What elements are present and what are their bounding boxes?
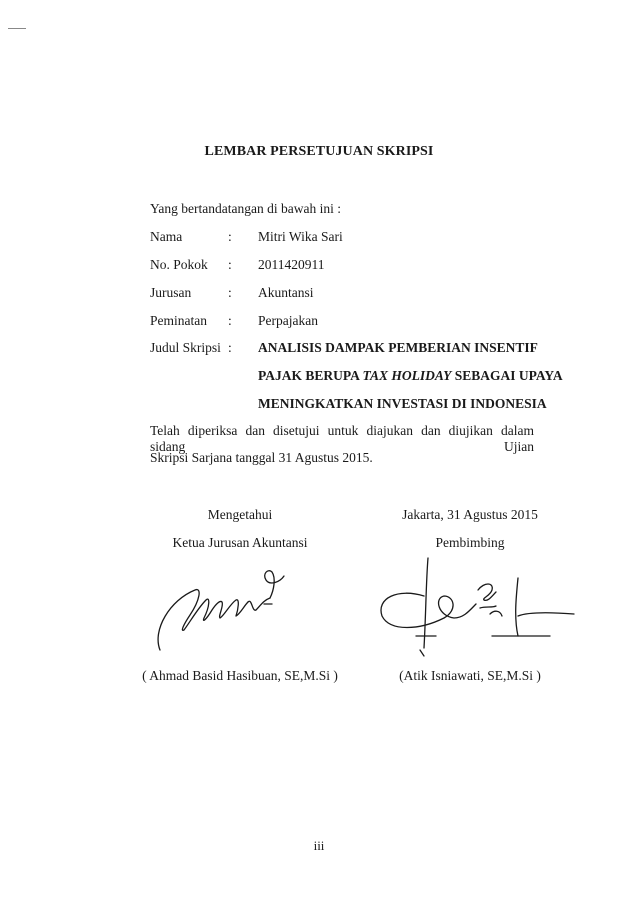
- statement-line1: Telah diperiksa dan disetujui untuk diajukan dan diujikan dalam sidang Ujian: [150, 423, 534, 454]
- thesis-title-line2: [258, 368, 563, 384]
- field-label-judul: Judul Skripsi: [150, 340, 221, 355]
- right-signature: [368, 552, 588, 662]
- field-colon: :: [228, 285, 232, 300]
- field-colon: :: [228, 313, 232, 328]
- field-label-jurusan: Jurusan: [150, 285, 192, 300]
- field-value-nama: Mitri Wika Sari: [258, 229, 343, 244]
- field-label-no-pokok: No. Pokok: [150, 257, 208, 272]
- right-signatory-name: (Atik Isniawati, SE,M.Si ): [399, 668, 541, 683]
- scan-speck: [8, 28, 26, 29]
- left-role-line2: Ketua Jurusan Akuntansi: [172, 535, 308, 550]
- field-colon: :: [228, 340, 232, 355]
- right-role-line1: Jakarta, 31 Agustus 2015: [402, 507, 538, 522]
- left-signature: [140, 560, 320, 660]
- thesis-title-line2-b: SEBAGAI UPAYA: [451, 368, 563, 383]
- page-number: iii: [313, 838, 325, 853]
- field-value-jurusan: Akuntansi: [258, 285, 314, 300]
- field-value-peminatan: Perpajakan: [258, 313, 318, 328]
- thesis-title-line2-a: PAJAK BERUPA: [258, 368, 363, 383]
- left-role-line1: Mengetahui: [207, 507, 273, 522]
- thesis-title-line1: ANALISIS DAMPAK PEMBERIAN INSENTIF: [258, 340, 538, 355]
- intro-text: Yang bertandatangan di bawah ini :: [150, 201, 341, 216]
- field-value-no-pokok: 2011420911: [258, 257, 325, 272]
- page-title: LEMBAR PERSETUJUAN SKRIPSI: [204, 144, 434, 159]
- left-signatory-name: ( Ahmad Basid Hasibuan, SE,M.Si ): [142, 668, 338, 683]
- thesis-title-line3: MENINGKATKAN INVESTASI DI INDONESIA: [258, 396, 547, 411]
- field-colon: :: [228, 257, 232, 272]
- right-role-line2: Pembimbing: [435, 535, 505, 550]
- thesis-title-italic: TAX HOLIDAY: [362, 368, 452, 383]
- field-colon: :: [228, 229, 232, 244]
- field-label-peminatan: Peminatan: [150, 313, 207, 328]
- field-label-nama: Nama: [150, 229, 183, 244]
- statement-line2: Skripsi Sarjana tanggal 31 Agustus 2015.: [150, 450, 373, 465]
